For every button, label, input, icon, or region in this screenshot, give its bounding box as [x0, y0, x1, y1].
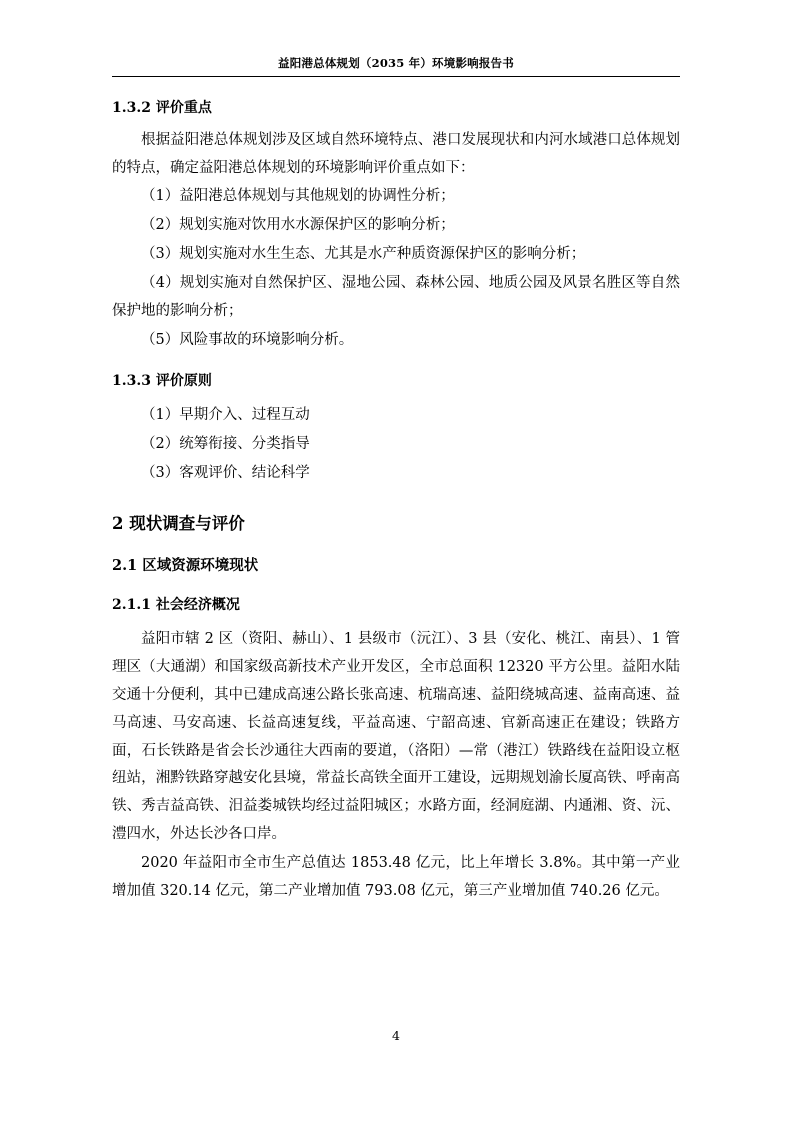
list-item-1-3-3-2: （2）统筹衔接、分类指导: [141, 436, 310, 453]
list-item-1-3-2-2: （2）规划实施对饮用水水源保护区的影响分析；: [141, 217, 455, 234]
paragraph-2-1-1-a: 益阳市辖 2 区（资阳、赫山）、1 县级市（沅江）、3 县（安化、桃江、南县）、1 管理区（大通湖）和国家级高新技术产业开发区，全市总面积 12320 平方公里。益阳水陆交通十分便利，其中已建成高速公路长张高速、杭瑞高速、益阳绕城高速、益南高速、益马高速、马安高速、长益高速复线，平益高速、宁韶高速、官新高速正在建设；铁路方面，石长铁路是省会长沙通往大西南的要道，（洛阳）—常（港江）铁路线在益阳设立枢纽站，湘黔铁路穿越安化县境，常益长高铁全面开工建设，远期规划渝长厦高铁、呼南高铁、秀吉益高铁、汨益娄城铁均经过益阳城区；水路方面，经洞庭湖、内通湘、资、沅、澧四水，外达长沙各口岸。: [112, 631, 680, 842]
document-body: [112, 97, 680, 905]
section-heading-1-3-2: 1.3.2 评价重点: [112, 100, 212, 116]
section-heading-1-3-3: 1.3.3 评价原则: [112, 373, 212, 390]
page-number: 4: [392, 1028, 400, 1043]
section-heading-2: 2 现状调查与评价: [112, 513, 245, 533]
running-header: 益阳港总体规划（2035 年）环境影响报告书: [112, 55, 680, 77]
section-heading-2-1: 2.1 区域资源环境现状: [112, 556, 259, 574]
list-item-1-3-2-4: （4）规划实施对自然保护区、湿地公园、森林公园、地质公园及风景名胜区等自然保护地的影响分析；: [112, 274, 680, 319]
paragraph-2-1-1-b: 2020 年益阳市全市生产总值达 1853.48 亿元，比上年增长 3.8%。其中第一产业增加值 320.14 亿元，第二产业增加值 793.08 亿元，第三产业增加值 740.26 亿元。: [112, 854, 680, 899]
page-content: [112, 0, 680, 906]
list-item-1-3-3-3: （3）客观评价、结论科学: [141, 464, 310, 481]
paragraph-1-3-2-intro: 根据益阳港总体规划涉及区域自然环境特点、港口发展现状和内河水域港口总体规划的特点，确定益阳港总体规划的环境影响评价重点如下：: [112, 131, 680, 176]
list-item-1-3-2-5: （5）风险事故的环境影响分析。: [141, 331, 354, 348]
section-heading-2-1-1: 2.1.1 社会经济概况: [112, 597, 240, 614]
list-item-1-3-3-1: （1）早期介入、过程互动: [141, 407, 310, 424]
list-item-1-3-2-3: （3）规划实施对水生生态、尤其是水产种质资源保护区的影响分析；: [141, 246, 586, 263]
list-item-1-3-2-1: （1）益阳港总体规划与其他规划的协调性分析；: [141, 188, 455, 205]
